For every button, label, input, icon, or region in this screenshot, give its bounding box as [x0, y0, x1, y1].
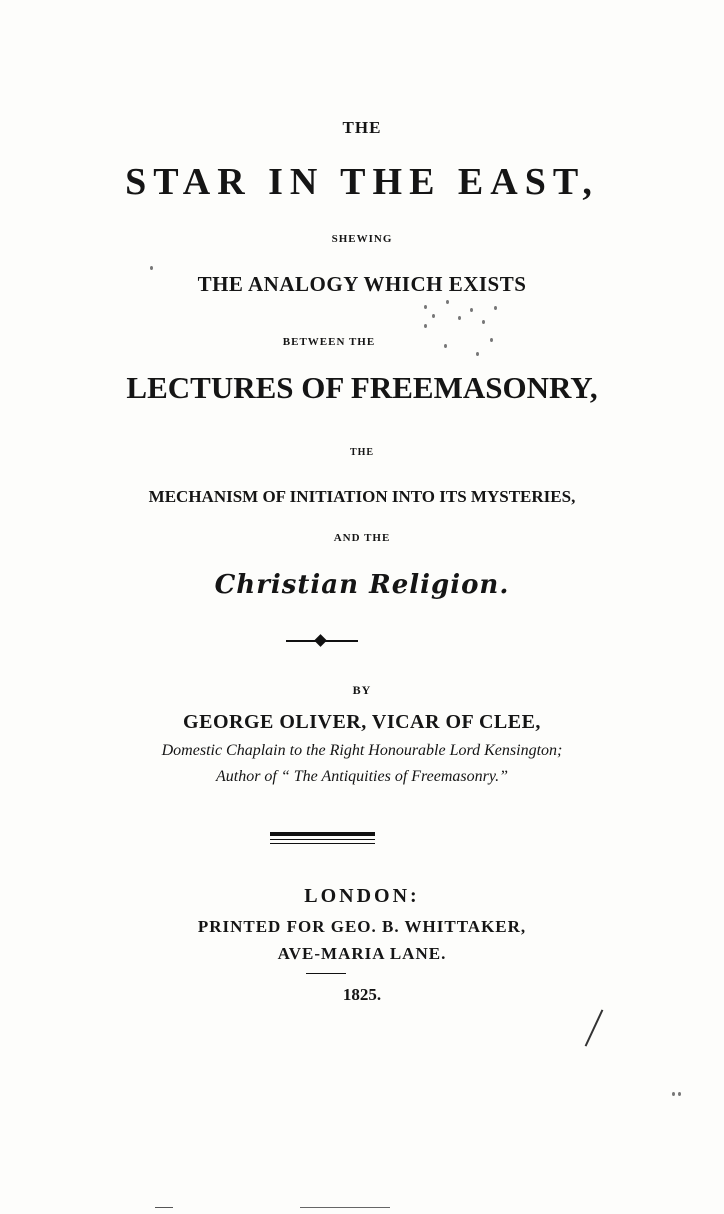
- author-of-line: Author of “ The Antiquities of Freemasonry.”: [215, 768, 508, 785]
- by-line: BY: [352, 683, 372, 697]
- lectures-line: LECTURES OF FREEMASONRY,: [126, 370, 598, 405]
- city-line: LONDON:: [304, 885, 420, 907]
- the-heading: THE: [342, 118, 382, 137]
- between-line: BETWEEN THE: [282, 336, 376, 348]
- year-rule: [306, 973, 346, 974]
- author-line: GEORGE OLIVER, VICAR OF CLEE,: [183, 711, 541, 733]
- and-the-line: AND THE: [333, 532, 391, 544]
- printer-line: PRINTED FOR GEO. B. WHITTAKER,: [197, 917, 527, 936]
- main-title: STAR IN THE EAST,: [125, 161, 599, 203]
- christian-religion-line: Christian Religion.: [214, 570, 510, 600]
- year-line: 1825.: [342, 985, 382, 1004]
- shewing-line: SHEWING: [331, 233, 393, 245]
- chaplain-line: Domestic Chaplain to the Right Honourable Lord Kensington;: [161, 742, 563, 759]
- mechanism-line: MECHANISM OF INITIATION INTO ITS MYSTERIES,: [148, 487, 576, 506]
- address-line: AVE-MARIA LANE.: [277, 944, 447, 963]
- analogy-line: THE ANALOGY WHICH EXISTS: [197, 272, 527, 296]
- the-line: THE: [349, 447, 375, 458]
